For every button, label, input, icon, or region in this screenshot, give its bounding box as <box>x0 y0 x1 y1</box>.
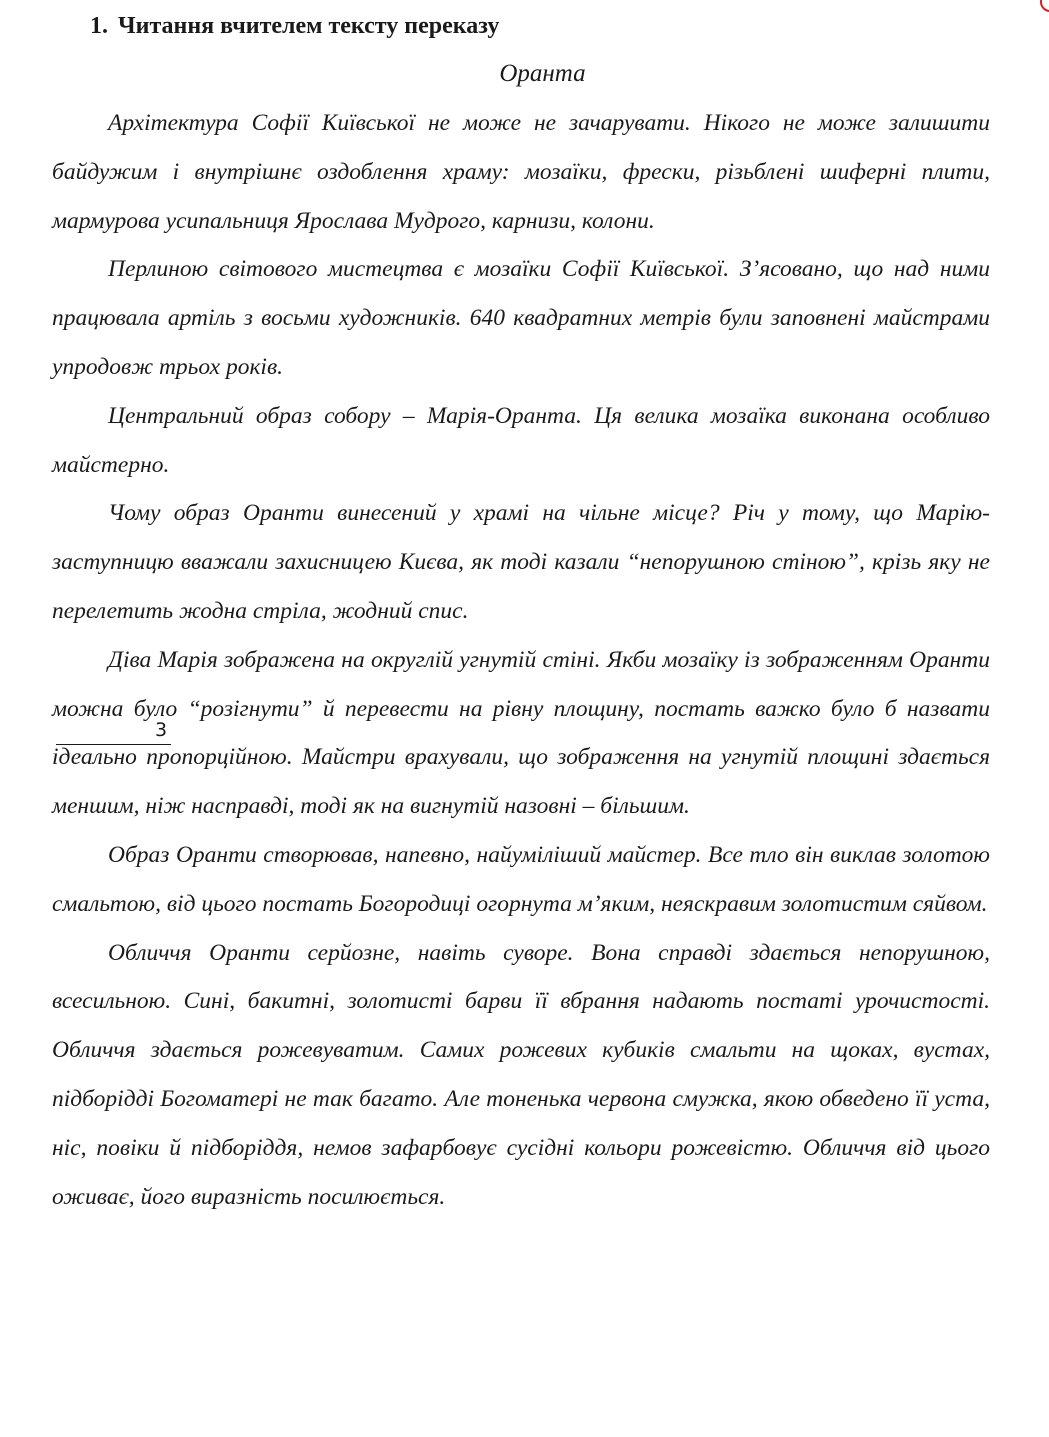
paragraph-6: Образ Оранти створював, напевно, найуміліший майстер. Все тло він виклав золотою смальтою, від цього постать Богородиці огорнута м’яким, неяскравим золотистим сяйвом. <box>52 841 990 917</box>
paragraph-3: Центральний образ собору – Марія-Оранта. Ця велика мозаїка виконана особливо майстерно. <box>52 402 990 478</box>
paragraph-7: Обличчя Оранти серйозне, навіть суворе. Вона справді здається непорушною, всесильною. Сині, бакитні, золотисті барви її вбрання надають постаті урочистості. Обличчя здається рожевуватим. Самих рожевих кубиків смальти на щоках, вустах, підборідді Богоматері не так багато. Але тоненька червона смужка, якою обведено її уста, ніс, повіки й підборіддя, немов зафарбовує сусідні кольори рожевістю. Обличчя від цього оживає, його виразність посилюється. <box>52 939 990 1210</box>
paragraph-4: Чому образ Оранти винесений у храмі на чільне місце? Річ у тому, що Марію-заступницю вважали захисницею Києва, як тоді казали “непорушною стіною”, крізь яку не перелетить жодна стріла, жодний спис. <box>52 500 990 624</box>
section-heading <box>90 10 499 42</box>
section-number: 1. <box>90 13 108 39</box>
paragraph-1: Архітектура Софії Київської не може не зачарувати. Нікого не може залишити байдужим і внутрішнє оздоблення храму: мозаїки, фрески, різьблені шиферні плити, мармурова усипальниця Ярослава Мудрого, карнизи, колони. <box>52 110 990 234</box>
paragraph-5: Діва Марія зображена на округлій угнутій стіні. Якби мозаїку із зображенням Оранти можна було “розігнути” й перевести на рівну площину, постать важко було б назвати ідеально пропорційною. Майстри врахували, що зображення на угнутій площині здається меншим, ніж насправді, тоді як на вигнутій назовні – більшим. <box>52 646 990 820</box>
page-marker-line <box>56 744 171 745</box>
text-title: Оранта <box>499 60 586 87</box>
section-heading-text: Читання вчителем тексту переказу <box>118 13 500 39</box>
red-corner-mark <box>1040 0 1049 12</box>
retelling-text <box>52 99 990 1221</box>
page-number-marker: 3 <box>155 719 168 741</box>
paragraph-2: Перлиною світового мистецтва є мозаїки Софії Київської. З’ясовано, що над ними працювала артіль з восьми художників. 640 квадратних метрів були заповнені майстрами упродовж трьох років. <box>52 256 990 380</box>
